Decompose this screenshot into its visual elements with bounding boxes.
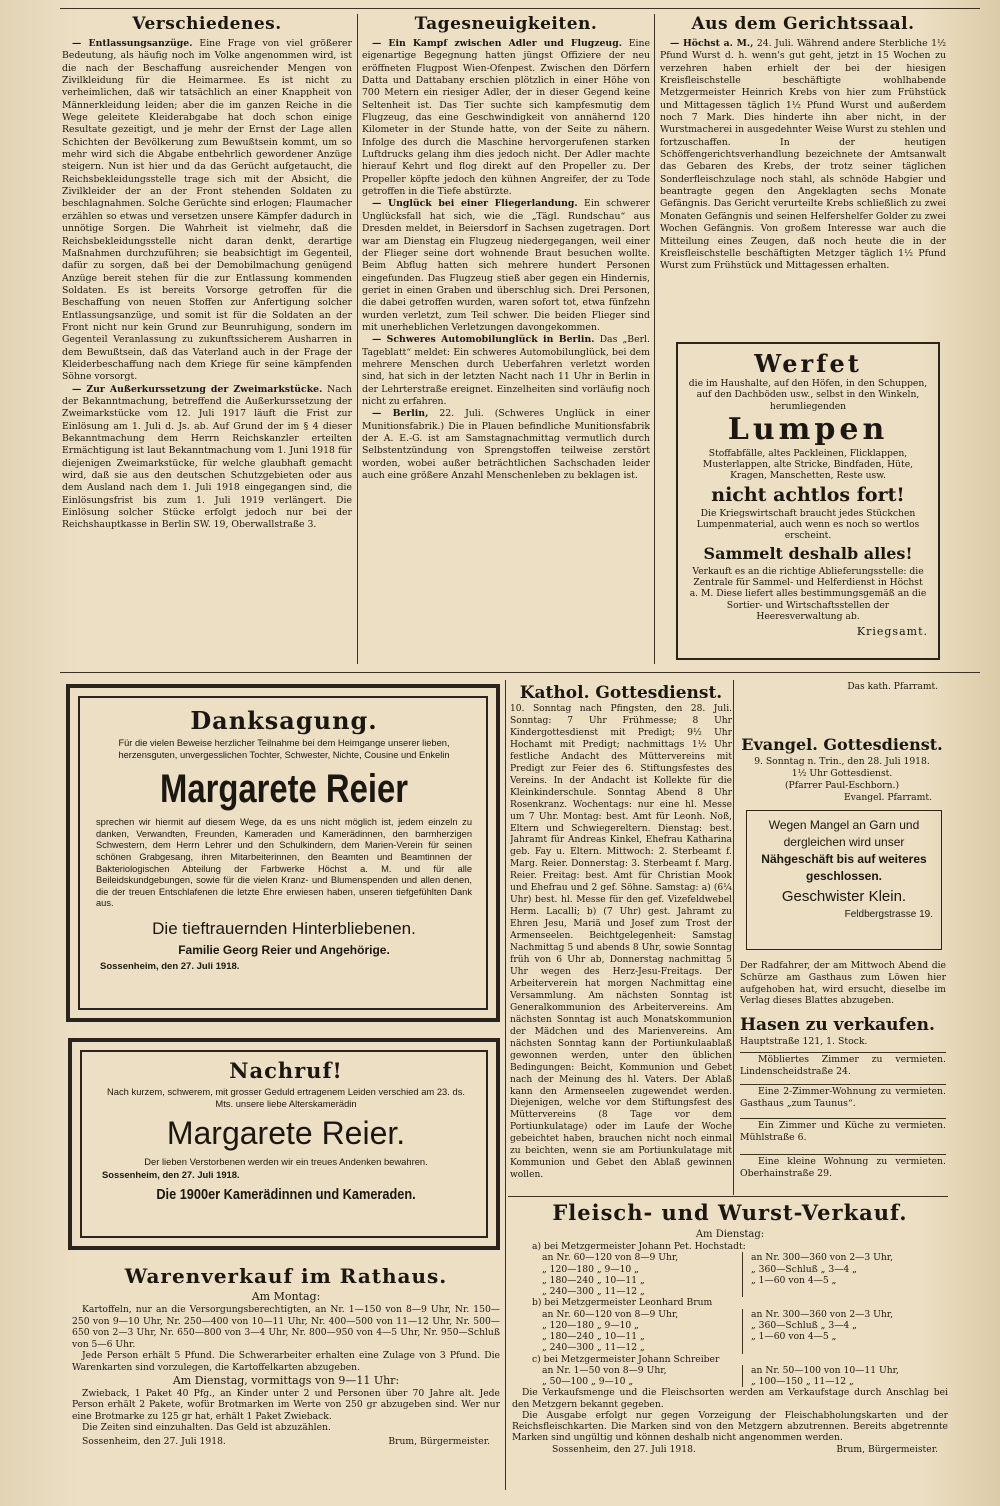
article-title-hoechst: — Höchst a. M.,: [670, 38, 754, 49]
fleisch-section-b: b) bei Metzgermeister Leonhard Brum an Nr. 60—120 von 8—9 Uhr, „ 120—180 „ 9—10 „ „ 180—240 „ 10—11 „ „ 240—300 „ 11—12 „ an Nr. 300—360 von 2—3 Uhr, „ 360—Schluß „ 3—4 „ „ 1—60 von 4—5 „: [512, 1297, 948, 1353]
column-gerichtssaal: [660, 12, 946, 332]
nachruf-name: Margarete Reier.: [166, 1114, 406, 1151]
danksagung-title: Danksagung.: [190, 706, 378, 735]
kathol-signature-block: [738, 682, 946, 730]
small-ad-3: Ein Zimmer und Küche zu vermieten. Mühlstraße 6.: [740, 1120, 946, 1144]
hasen-title: Hasen zu verkaufen.: [740, 1015, 935, 1035]
warenverkauf-monday: Am Montag:: [251, 1290, 321, 1303]
article-body-hoechst: 24. Juli. Während andere Sterbliche 1½ Pfund Wurst d. h. wenn's gut geht, jetzt in 15 Wochen zu verzehren haben erhielt der bei der hiesigen Kreisfleischstelle beschäftigte wohlhabende Metzgermeister Heinrich Krebs von hier zum Frühstück und Mittagessen täglich 1½ Pfund Wurst und außerdem noch 7 Mark. Dies hinderte ihn aber nicht, in der Wurstmacherei in ausgedehnter Weise Wurst zu stehlen und fortzuschaffen. In der heutigen Schöffengerichtsverhandlung bezeichnete der Amtsanwalt das Gebaren des Krebs, der trotz seiner täglichen Sonderfleischzulage noch stahl, als schnöde Habgier und beantragte gegen den Angeklagten sechs Monate Gefängnis. Das Gericht verurteilte Krebs schließlich zu zwei Monaten Gefängnis und seinen Helfershelfer Golder zu zwei Wochen Gefängnis. Von großem Interesse war auch die Mitteilung eines Zeugen, daß noch heute die in der Kreisfleischstelle beschäftigten Metzger täglich 1½ Pfund Wurst zum Frühstück und Mittagessen erhalten.: [660, 38, 946, 272]
bottom-column-rule-1: [505, 680, 506, 1490]
fleisch-place-date: Sossenheim, den 27. Juli 1918.: [552, 1443, 696, 1455]
danksagung-mourners: Die tieftrauernden Hinterbliebenen.: [152, 918, 416, 938]
nachruf-notice: [68, 1038, 500, 1250]
kathol-title: Kathol. Gottesdienst.: [519, 683, 723, 703]
heading-gerichtssaal: Aus dem Gerichtssaal.: [691, 14, 915, 34]
danksagung-place-date: Sossenheim, den 27. Juli 1918.: [100, 960, 240, 972]
evangel-title: Evangel. Gottesdienst.: [741, 735, 943, 754]
nachruf-place-date: Sossenheim, den 27. Juli 1918.: [102, 1169, 240, 1181]
lumpen-ad-signature: Kriegsamt.: [856, 625, 928, 639]
klein-ad-address: Feldbergstrasse 19.: [844, 909, 933, 920]
danksagung-name: Margarete Reier: [160, 767, 408, 812]
article-title-entlassungsanzuege: — Entlassungsanzüge.: [72, 38, 193, 49]
fleisch-day: Am Dienstag:: [695, 1229, 765, 1240]
kathol-gottesdienst: [510, 682, 732, 1192]
small-ad-1: Möbliertes Zimmer zu vermieten. Lindenscheidstraße 24.: [740, 1054, 946, 1078]
danksagung-body: sprechen wir hiermit auf diesem Wege, da es uns nicht möglich ist, jedem einzeln zu danken, Verwandten, Freunden, Kameraden und Kamerädinnen, den barmherzigen Schwestern, dem Herrn Lehrer und den Schulkindern, dem Marien-Verein für seinen schönen Grabgesang, ihren Mitarbeiterinnen, den Beamten und Beamtinnen der Bakteriologischen Abteilung der Farbwerke Höchst a. M. und für alle Beileidskundgebungen, sowie für die vielen Kranz- und Blumenspenden und allen denen, die der treuen Entschlafenen die letzte Ehre erwiesen haben, unseren tiefgefühlten Dank aus.: [96, 817, 472, 909]
warenverkauf-p1: Kartoffeln, nur an die Versorgungsberechtigten, an Nr. 1—150 von 8—9 Uhr, Nr. 150—250 von 9—10 Uhr, Nr. 250—400 von 10—11 Uhr, Nr. 400—500 von 11—12 Uhr, Nr. 500—650 von 2—3 Uhr, Nr. 650—800 von 3—4 Uhr, Nr. 800—950 von 4—5 Uhr, Nr. 950—Schluß von 5—6 Uhr.: [72, 1304, 500, 1350]
fleisch-section-c: c) bei Metzgermeister Johann Schreiber an Nr. 1—50 von 8—9 Uhr, „ 50—100 „ 9—10 „ an Nr. 50—100 von 10—11 Uhr, „ 100—150 „ 11—12 „: [512, 1354, 948, 1388]
lumpen-ad-sammelt: Sammelt deshalb alles!: [703, 543, 913, 563]
column-rule-1: [357, 14, 358, 664]
warenverkauf-notice: [72, 1262, 500, 1494]
heading-tagesneuigkeiten: Tagesneuigkeiten.: [414, 14, 598, 34]
article-title-berlin: — Berlin,: [372, 408, 429, 420]
warenverkauf-p4: Die Zeiten sind einzuhalten. Das Geld ist abzuzählen.: [82, 1422, 331, 1434]
radfahrer-text: Der Radfahrer, der am Mittwoch Abend die Schürze am Gasthaus zum Löwen hier aufgehoben hat, wird ersucht, dieselbe im Verlag dieses Blattes abzugeben.: [740, 960, 946, 1007]
warenverkauf-p3: Zwieback, 1 Paket 40 Pfg., an Kinder unter 2 und Personen über 70 Jahre alt. Jede Person erhält 2 Pakete, wofür Brotmarken im Werte von 250 gr abzugeben sind. Wer nur eine Brotmarke zu 125 gr hat, erhält 1 Paket Zwieback.: [72, 1387, 500, 1422]
fleisch-butcher-c: c) bei Metzgermeister Johann Schreiber: [532, 1353, 720, 1365]
evangel-line1: 9. Sonntag n. Trin., den 28. Juli 1918.: [754, 756, 930, 767]
article-body-entlassungsanzuege: Eine Frage von viel größerer Bedeutung, als häufig noch im Volke angenommen wird, ist die nach der Beschaffung ausreichender Mengen von Zivilkleidung für die Heimarmee. Es ist nicht zu verheimlichen, daß wir tatsächlich an einer Knappheit von Männerkleidung leiden; aber die im ganzen Reiche in die Wege geleitete Kleiderabgabe hat doch schon einige Resultate gezeitigt, und je mehr der Ernst der Lage allen Schichten der Bevölkerung zum Bewußtsein kommt, um so mehr wird sich die Abgabe entbehrlich gewordener Anzüge steigern. Nun ist hier und da das Gerücht aufgetaucht, die Reichsbekleidungsstelle trage sich mit der Absicht, die Zivilkleider der an der Front stehenden Soldaten zu beschlagnahmen. Solche Gerüchte sind erlogen; Flaumacher erzählen so etwas und versetzen unsere Kämpfer dadurch in unnötige Sorgen. Die Wahrheit ist vielmehr, daß die Reichsbekleidungsstelle nicht daran denkt, derartige Maßnahmen durchzuführen; sie beabsichtigt im Gegenteil, dafür zu sorgen, daß bei der Demobilmachung genügend Anzüge bereit stehen für die zur Entlassung kommenden Soldaten. Es ist bereits Vorsorge getroffen für die Beschaffung von neuen Stoffen zur Anfertigung solcher Entlassungsanzüge, und somit ist für die Soldaten an der Front nicht nur kein Grund zur Beunruhigung, sondern im Gegenteil Veranlassung zu zukunftssicherem Ausharren in dem Bewußtsein, daß das Vaterland auch in der Frage der Kleiderbeschaffung nach dem Kriege für seine kämpfenden Söhne vorsorgt.: [62, 38, 352, 383]
evangel-line3: (Pfarrer Paul-Eschborn.): [784, 780, 900, 791]
warenverkauf-p2: Jede Person erhält 5 Pfund. Die Schwerarbeiter erhalten eine Zulage von 3 Pfund. Die Warenkarten sind vorzulegen, die Kartoffelkarten abzugeben.: [72, 1350, 500, 1373]
lumpen-ad-title: Werfet: [754, 349, 862, 378]
nachruf-title: Nachruf!: [229, 1058, 343, 1083]
danksagung-notice: [66, 684, 500, 1022]
article-title-fliegerlandung: — Unglück bei einer Fliegerlandung.: [372, 198, 578, 210]
warenverkauf-signature: Brum, Bürgermeister.: [388, 1435, 490, 1447]
kathol-signature: Das kath. Pfarramt.: [847, 682, 938, 692]
fleisch-note1: Die Verkaufsmenge und die Fleischsorten werden am Verkaufstage durch Anschlag bei den Metzgern bekannt gegeben.: [512, 1387, 948, 1410]
article-body-automobilunglueck: Das „Berl. Tageblatt“ meldet: Ein schweres Automobilunglück, bei dem mehrere Menschen durch Ueberfahren verletzt worden sind, hat sich in der letzten Nacht nach 11 Uhr in Berlin in der Lehrterstraße ereignet. Einzelheiten sind vorläufig noch nicht zu erfahren.: [362, 334, 650, 407]
evangel-signature: Evangel. Pfarramt.: [843, 792, 932, 803]
klein-ad-text2: Nähgeschäft bis auf weiteres geschlossen.: [761, 852, 927, 883]
hasen-ad: [740, 1014, 946, 1052]
fleisch-title: Fleisch- und Wurst-Verkauf.: [552, 1200, 908, 1225]
warenverkauf-place-date: Sossenheim, den 27. Juli 1918.: [82, 1435, 226, 1447]
warenverkauf-title: Warenverkauf im Rathaus.: [124, 1264, 448, 1288]
nachruf-body: Der lieben Verstorbenen werden wir ein treues Andenken bewahren.: [144, 1155, 428, 1167]
fleisch-butcher-a: a) bei Metzgermeister Johann Pet. Hochstadt:: [532, 1241, 746, 1252]
article-body-adler: Eine eigenartige Begegnung hatten jüngst Offiziere der neu eröffneten Flugpost Wien-Ofenpest. Zwischen den Dörfern Datta und Dattabany erschien plötzlich in einer Höhe von 700 Metern ein riesiger Adler, der in dieser Gegend keine Seltenheit ist. Das Tier suchte sich kampfesmutig dem Flugzeug, das eine Geschwindigkeit von annähernd 120 Kilometer in der Stunde hatte, von der Seite zu nähern. Infolge des durch die Maschine hervorgerufenen starken Luftdrucks gelang ihm dies jedoch nicht. Der Adler machte hierauf Kehrt und flog direkt auf den Propeller zu. Der Propeller köpfte jedoch den kühnen Angreifer, der zu Tode getroffen in die Tiefe abstürzte.: [362, 38, 650, 198]
bottom-column-rule-2: [733, 680, 734, 1195]
fleisch-section-a: a) bei Metzgermeister Johann Pet. Hochstadt: an Nr. 60—120 von 8—9 Uhr, „ 120—180 „ 9—10 „ „ 180—240 „ 10—11 „ „ 240—300 „ 11—12 „ an Nr. 300—360 von 2—3 Uhr, „ 360—Schluß „ 3—4 „ „ 1—60 von 4—5 „: [512, 1241, 948, 1297]
evangel-gottesdienst: [738, 734, 946, 810]
column-rule-2: [654, 14, 655, 664]
article-title-automobilunglueck: — Schweres Automobilunglück in Berlin.: [372, 334, 595, 346]
fleisch-butcher-b: b) bei Metzgermeister Leonhard Brum: [532, 1297, 713, 1309]
kathol-body: 10. Sonntag nach Pfingsten, den 28. Juli. Sonntag: 7 Uhr Frühmesse; 8 Uhr Kindergottesdienst mit Predigt; 9½ Uhr Hochamt mit Predigt; nachmittags 1½ Uhr festliche Andacht des Müttervereins mit Predigt zur Feier des 6. Stiftungsfestes des Vereins. In der Andacht ist Kollekte für die Kleinkinderschule. Sonntag Abend 8 Uhr Rosenkranz. Wochentags: nur eine hl. Messe um 7 Uhr. Montag: best. Amt für Leonh. Noß, Eltern und Schwiegereltern. Dienstag: best. Jahramt für Andreas Kinkel, Ehefrau Katharina geb. Fay u. Eltern. Mittwoch: 2. Sterbeamt f. Marg. Reier. Donnerstag: 3. Sterbeamt f. Marg. Reier. Freitag: best. Amt für Christian Mook und Ehefrau und 2 gef. Söhne. Samstag: a) (6¼ Uhr) best. hl. Messe für den gef. Vizefeldwebel Herm. Lacalli; b) (7 Uhr) gest. Jahramt zu Ehren Jesu, Mariä und Josef zum Trost der Armenseelen. Beichtgelegenheit: Samstag Nachmittag 5 und abends 8 Uhr, sowie Sonntag früh von 6 Uhr ab, Donnerstag nachmittag 5 Uhr wegen des Herz-Jesu-Freitags. Der Arbeiterverein hat morgen Nachmittag eine Versammlung. Am nächsten Sonntag ist Generalkommunion des Arbeitervereins. Am nächsten Sonntag ist auch Monatskommunion der Mädchen und des Marienvereins. Am nächsten Sonntag kann der Portiunkulaablaß gewonnen werden, unter den üblichen Bedingungen: Beicht, Kommunion und Gebet nach der Meinung des hl. Vaters. Der Ablaß kann den Armenseelen zugewendet werden. Diejenigen, welche vor dem Stiftungsfest des Müttervereins (8 Tage vor dem Portiunkulatage) oder im Laufe der Woche gebeichtet haben, brauchen nicht noch einmal zu beichten, wenn sie am Portiunkulatage mit Kommunion und Gebet den Ablaß gewinnen wollen.: [510, 704, 732, 1181]
danksagung-family: Familie Georg Reier und Angehörige.: [178, 942, 390, 957]
nachruf-signature: Die 1900er Kamerädinnen und Kameraden.: [156, 1186, 416, 1204]
heading-verschiedenes: Verschiedenes.: [132, 14, 282, 34]
nachruf-intro: Nach kurzem, schwerem, mit grosser Geduld ertragenem Leiden verschied am 23. ds. Mts. unsere liebe Alterskamerädin: [107, 1086, 465, 1109]
fleisch-note2: Die Ausgabe erfolgt nur gegen Vorzeigung der Fleischabholungskarten und der Reichsfleischkarten. Die Marken sind von den Metzgern abzutrennen. Bereits abgetrennte Marken sind ungültig und können deshalb nicht angenommen werden.: [512, 1409, 948, 1444]
warenverkauf-tuesday: Am Dienstag, vormittags von 9—11 Uhr:: [172, 1373, 400, 1387]
article-body-zweimarkstuecke: Nach der Bekanntmachung, betreffend die Außerkurssetzung der Zweimarkstücke vom 12. Juli 1917 läuft die Frist zur Einlösung am 1. Juli d. Js. ab. Auf Grund der im § 4 dieser Bekanntmachung dem Herrn Reichskanzler erteilten Ermächtigung ist laut Bekanntmachung vom 1. Juni 1918 für diejenigen Zweimarkstücke, für welche glaubhaft gemacht wird, daß sie aus den deutschen Schutzgebieten oder aus dem Ausland nach dem 1. Juli 1918 eingegangen sind, die Einlösungsfrist bis zum 1. Juli 1919 verlängert. Die Einlösung solcher Stücke erfolgt jedoch nur bei der Reichshauptkasse in Berlin SW. 19, Oberwallstraße 3.: [62, 383, 352, 531]
article-body-berlin: 22. Juli. (Schweres Unglück in einer Munitionsfabrik.) Die in Plauen befindliche Munitionsfabrik der A. E.-G. ist am Samstagnachmittag vermutlich durch Selbstentzündung von Sprengstoffen teilweise zerstört worden, wobei außer beträchtlichen Sachschaden leider auch eine größere Anzahl Menschenleben zu beklagen ist.: [362, 408, 650, 482]
klein-ad-name: Geschwister Klein.: [781, 888, 907, 905]
danksagung-intro: Für die vielen Beweise herzlicher Teilnahme bei dem Heimgange unserer lieben, herzensguten, unvergesslichen Tochter, Schwester, Nichte, Cousine und Enkelin: [118, 738, 450, 760]
top-rule: [60, 8, 980, 9]
evangel-line2: 1½ Uhr Gottesdienst.: [791, 768, 893, 779]
lumpen-ad-line1: die im Haushalte, auf den Höfen, in den Schuppen, auf den Dachböden usw., selbst in den Winkeln, herumliegenden: [688, 378, 928, 412]
small-ad-2: Eine 2-Zimmer-Wohnung zu vermieten. Gasthaus „zum Taunus“.: [740, 1086, 946, 1110]
lumpen-ad-line4: Verkauft es an die richtige Ablieferungsstelle: die Zentrale für Sammel- und Helferdienst in Höchst a. M. Diese liefert alles bestimmungsgemäß an die Sortier- und Wirtschaftsstellen der Heeresverwaltung ab.: [689, 565, 927, 622]
hasen-address: Hauptstraße 121, 1. Stock.: [740, 1036, 868, 1047]
article-title-adler: — Ein Kampf zwischen Adler und Flugzeug.: [372, 38, 622, 49]
lumpen-ad-line2: Stoffabfälle, altes Packleinen, Flicklappen, Musterlappen, alte Stricke, Bindfaden, Hüte, Kragen, Manschetten, Reste usw.: [702, 447, 914, 482]
small-ad-4: Eine kleine Wohnung zu vermieten. Oberhainstraße 29.: [740, 1156, 946, 1180]
radfahrer-notice: [740, 960, 946, 1010]
column-verschiedenes: [62, 12, 352, 668]
lumpen-ad-line3: Die Kriegswirtschaft braucht jedes Stückchen Lumpenmaterial, auch wenn es noch so wertlos erscheint.: [696, 507, 920, 542]
fleisch-signature: Brum, Bürgermeister.: [836, 1443, 938, 1455]
lumpen-ad-nicht: nicht achtlos fort!: [711, 483, 905, 506]
section-rule: [60, 672, 980, 673]
fleisch-wurst-verkauf: [512, 1198, 948, 1494]
lumpen-ad: [676, 342, 940, 660]
column-tagesneuigkeiten: [362, 12, 650, 668]
klein-ad-text1: Wegen Mangel an Garn und dergleichen wird unser: [768, 818, 920, 849]
article-title-zweimarkstuecke: — Zur Außerkurssetzung der Zweimarkstücke.: [72, 383, 323, 395]
klein-ad: [746, 810, 942, 950]
lumpen-ad-big: Lumpen: [727, 411, 889, 447]
article-body-fliegerlandung: Ein schwerer Unglücksfall hat sich, wie die „Tägl. Rundschau“ aus Dresden meldet, in Beiersdorf in Sachsen zugetragen. Dort war am Dienstag ein Flugzeug niedergegangen, weil einer der Flieger seine dort wohnende Braut besuchen wollte. Beim Abflug hatten sich mehrere hundert Personen eingefunden. Das Flugzeug stieß aber gegen ein Hindernis, geriet in einen Graben und überschlug sich. Drei Personen, die dabei getroffen wurden, waren sofort tot, etwa fünfzehn wurden verletzt, zum Teil schwer. Die beiden Flieger sind mit unerheblichen Verletzungen davongekommen.: [362, 198, 650, 333]
